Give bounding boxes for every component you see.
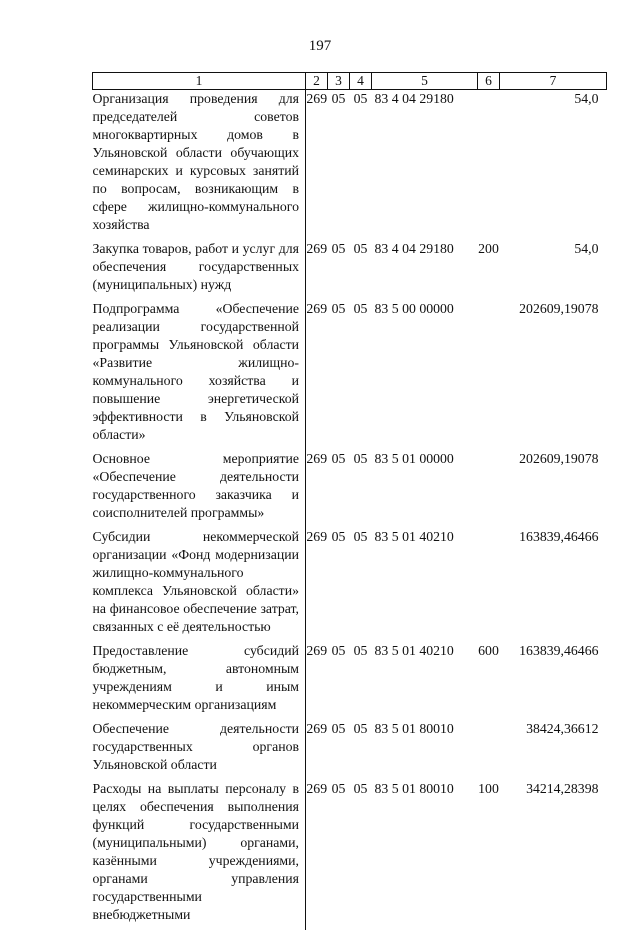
row-amount: 163839,46466 <box>519 529 599 544</box>
row-section: 05 <box>331 241 346 256</box>
row-ministry: 269 <box>306 241 328 256</box>
row-section: 05 <box>331 91 346 106</box>
row-expense-type <box>478 300 500 450</box>
row-ministry: 269 <box>306 781 328 796</box>
row-subsection: 05 <box>353 241 368 256</box>
row-section: 05 <box>331 451 346 466</box>
table-row <box>93 528 607 642</box>
table-row <box>93 450 607 528</box>
row-name: Субсидии некоммерческой организации «Фонд модернизации жилищно-коммунального комплекса Ульяновской области» на финансовое обеспечение затрат, связанных с её деятельностью <box>93 528 306 642</box>
row-amount: 34214,28398 <box>526 781 599 796</box>
header-row <box>93 73 607 90</box>
row-target: 83 4 04 29180 <box>374 241 454 256</box>
row-expense-type: 100 <box>478 781 499 796</box>
row-target: 83 5 01 80010 <box>374 721 454 736</box>
row-ministry: 269 <box>306 529 328 544</box>
row-section: 05 <box>331 301 346 316</box>
row-ministry: 269 <box>306 643 328 658</box>
col-header-5: 5 <box>372 73 478 90</box>
row-section: 05 <box>331 721 346 736</box>
row-name: Предоставление субсидий бюджетным, автономным учреждениям и иным некоммерческим организациям <box>93 642 306 720</box>
row-subsection: 05 <box>353 781 368 796</box>
col-header-4: 4 <box>350 73 372 90</box>
col-header-2: 2 <box>306 73 328 90</box>
page-number: 197 <box>308 38 332 54</box>
row-amount: 38424,36612 <box>526 721 599 736</box>
row-target: 83 5 01 40210 <box>374 643 454 658</box>
row-subsection: 05 <box>353 301 368 316</box>
row-ministry: 269 <box>306 301 328 316</box>
col-header-6: 6 <box>478 73 500 90</box>
row-subsection: 05 <box>353 529 368 544</box>
row-subsection: 05 <box>353 643 368 658</box>
row-name: Закупка товаров, работ и услуг для обеспечения государственных (муниципальных) нужд <box>93 240 306 300</box>
col-header-7: 7 <box>500 73 607 90</box>
row-name: Обеспечение деятельности государственных органов Ульяновской области <box>93 720 306 780</box>
row-name: Подпрограмма «Обеспечение реализации государственной программы Ульяновской области «Развитие жилищно-коммунального хозяйства и повышение энергетической эффективности в Ульяновской области» <box>93 300 306 450</box>
row-section: 05 <box>331 643 346 658</box>
row-amount: 202609,19078 <box>519 451 599 466</box>
row-subsection: 05 <box>353 721 368 736</box>
row-target: 83 5 01 00000 <box>374 451 454 466</box>
row-subsection: 05 <box>353 91 368 106</box>
row-target: 83 5 01 80010 <box>374 781 454 796</box>
row-ministry: 269 <box>306 91 328 106</box>
row-expense-type <box>478 90 500 241</box>
row-expense-type <box>478 528 500 642</box>
row-amount: 54,0 <box>574 241 599 256</box>
row-amount: 54,0 <box>574 91 599 106</box>
row-amount: 163839,46466 <box>519 643 599 658</box>
col-header-3: 3 <box>328 73 350 90</box>
row-expense-type: 200 <box>478 241 499 256</box>
row-subsection: 05 <box>353 451 368 466</box>
table-row <box>93 300 607 450</box>
row-ministry: 269 <box>306 721 328 736</box>
row-name: Организация проведения для председателей советов многоквартирных домов в Ульяновской области обучающих семинарских и курсовых занятий по вопросам, возникающим в сфере жилищно-коммунального хозяйства <box>93 90 306 241</box>
row-target: 83 5 01 40210 <box>374 529 454 544</box>
row-section: 05 <box>331 529 346 544</box>
row-name: Основное мероприятие «Обеспечение деятельности государственного заказчика и соисполнителей программы» <box>93 450 306 528</box>
table-row <box>93 780 607 930</box>
row-section: 05 <box>331 781 346 796</box>
row-expense-type: 600 <box>478 643 499 658</box>
row-expense-type <box>478 450 500 528</box>
budget-table <box>92 72 607 930</box>
row-name: Расходы на выплаты персоналу в целях обеспечения выполнения функций государственными (муниципальными) органами, казёнными учреждениями, органами управления государственными внебюджетными <box>93 780 306 930</box>
table-row <box>93 90 607 241</box>
row-target: 83 4 04 29180 <box>374 91 454 106</box>
row-amount: 202609,19078 <box>519 301 599 316</box>
table-row <box>93 642 607 720</box>
row-ministry: 269 <box>306 451 328 466</box>
table-row <box>93 240 607 300</box>
row-target: 83 5 00 00000 <box>374 301 454 316</box>
table-row <box>93 720 607 780</box>
row-expense-type <box>478 720 500 780</box>
col-header-1: 1 <box>93 73 306 90</box>
